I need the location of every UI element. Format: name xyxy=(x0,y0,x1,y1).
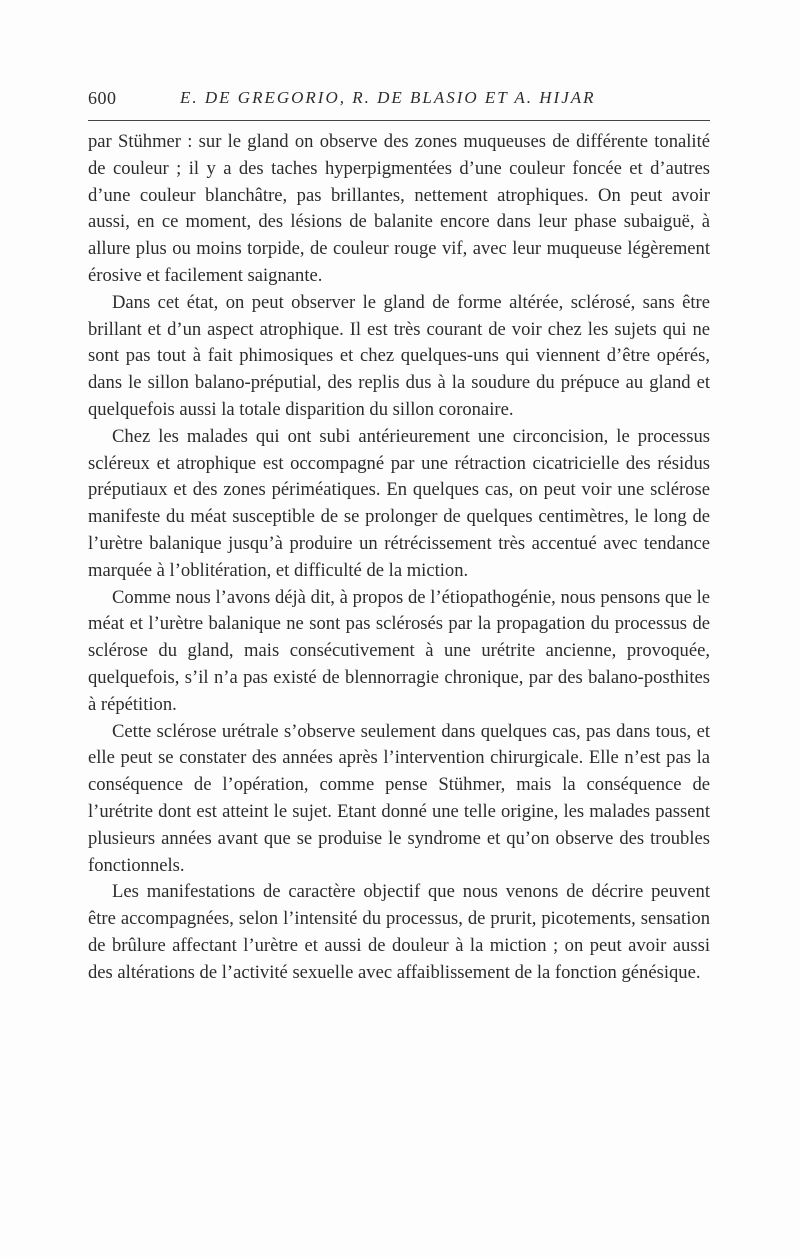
paragraph-continuation: par Stühmer : sur le gland on observe des zones muqueuses de différente tonalité de couleur ; il y a des taches hyperpigmentées d’une couleur foncée et d’autres d’une couleur blanchâtre, pas brillantes, nettement atrophiques. On peut avoir aussi, en ce moment, des lésions de balanite encore dans leur phase subaiguë, à allure plus ou moins torpide, de couleur rouge vif, avec leur muqueuse légèrement érosive et facilement saignante. xyxy=(88,131,710,286)
paragraph: Chez les malades qui ont subi antérieurement une circoncision, le processus scléreux et atrophique est occompagné par une rétraction cicatricielle des résidus préputiaux et des zones périméatiques. En quelques cas, on peut voir une sclérose manifeste du méat susceptible de se prolonger de quelques centimètres, le long de l’urètre balanique jusqu’à produire un rétrécissement très accentué avec tendance marquée à l’oblitération, et difficulté de la miction. xyxy=(88,425,710,581)
paragraph: Dans cet état, on peut observer le gland de forme altérée, sclérosé, sans être brillant et d’un aspect atrophique. Il est très courant de voir chez les sujets qui ne sont pas tout à fait phimosiques et chez quelques-uns qui viennent d’être opérés, dans le sillon balano-préputial, des replis dus à la soudure du prépuce au gland et quelquefois aussi la totale disparition du sillon coronaire. xyxy=(88,291,710,420)
paragraph: Cette sclérose urétrale s’observe seulement dans quelques cas, pas dans tous, et elle peut se constater des années après l’intervention chirurgicale. Elle n’est pas la conséquence de l’opération, comme pense Stühmer, mais la conséquence de l’urétrite dont est atteint le sujet. Etant donné une telle origine, les malades passent plusieurs années avant que se produise le syndrome et qu’on observe des troubles fonctionnels. xyxy=(88,720,710,876)
running-head xyxy=(88,88,710,118)
paragraph: Les manifestations de caractère objectif que nous venons de décrire peuvent être accompagnées, selon l’intensité du processus, de prurit, picotements, sensation de brûlure affectant l’urètre et aussi de douleur à la miction ; on peut avoir aussi des altérations de l’activité sexuelle avec affaiblissement de la fonction génésique. xyxy=(88,881,710,983)
header-rule xyxy=(88,120,710,121)
paragraph: Comme nous l’avons déjà dit, à propos de l’étiopathogénie, nous pensons que le méat et l’urètre balanique ne sont pas sclérosés par la propagation du processus de sclérose du gland, mais consécutivement à une urétrite ancienne, provoquée, quelquefois, s’il n’a pas existé de blennorragie chronique, par des balano-posthites à répétition. xyxy=(88,586,710,715)
page-number: 600 xyxy=(88,88,117,108)
running-title: E. DE GREGORIO, R. DE BLASIO ET A. HIJAR xyxy=(180,88,596,107)
body-text xyxy=(88,129,710,987)
